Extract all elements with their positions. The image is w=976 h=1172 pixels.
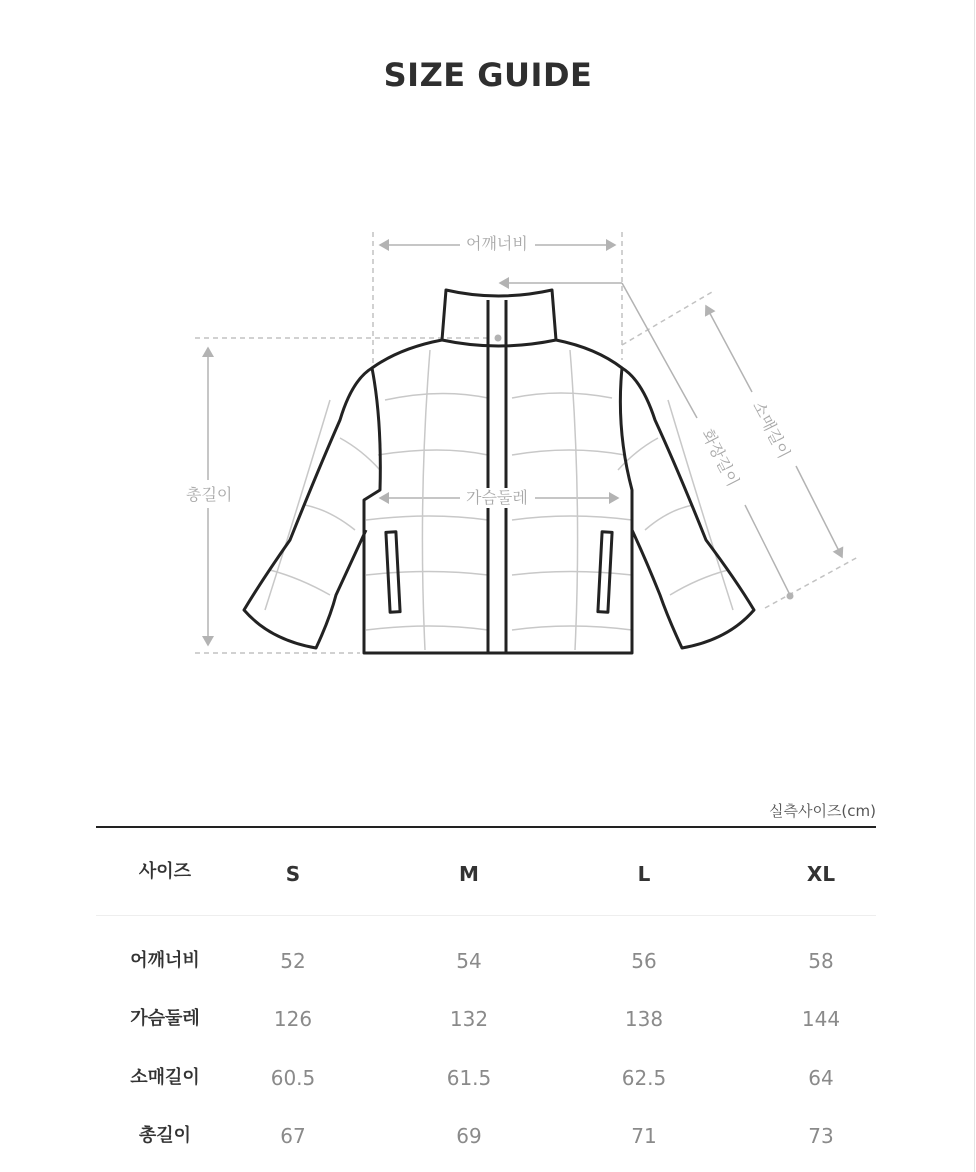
page-title: SIZE GUIDE: [383, 56, 593, 94]
value-cell: 132: [449, 1007, 489, 1031]
row-label: 가슴둘레: [130, 1008, 200, 1029]
header-size: M: [459, 862, 479, 886]
row-label: 총길이: [138, 1125, 192, 1146]
raglan-length-label: 화장길이: [695, 422, 745, 493]
value-cell: 67: [280, 1124, 306, 1148]
total-length-label: 총길이: [182, 485, 236, 505]
value-cell: 52: [280, 949, 306, 973]
value-cell: 73: [808, 1124, 834, 1148]
header-size: L: [637, 862, 651, 886]
chest-label: 가슴둘레: [462, 488, 532, 508]
row-label: 소매길이: [130, 1067, 200, 1088]
value-cell: 144: [801, 1007, 841, 1031]
header-label: 사이즈: [138, 861, 192, 882]
value-cell: 64: [808, 1066, 834, 1090]
row-label: 어깨너비: [130, 950, 200, 971]
header-size: XL: [806, 862, 836, 886]
value-cell: 69: [456, 1124, 482, 1148]
unit-note: 실측사이즈(cm): [768, 802, 876, 820]
shoulder-width-label: 어깨너비: [462, 234, 532, 254]
value-cell: 126: [273, 1007, 313, 1031]
value-cell: 60.5: [270, 1066, 316, 1090]
value-cell: 61.5: [446, 1066, 492, 1090]
value-cell: 56: [631, 949, 657, 973]
table-top-border: [96, 826, 876, 828]
sleeve-length-label: 소매길이: [746, 394, 796, 465]
value-cell: 138: [624, 1007, 664, 1031]
header-size: S: [285, 862, 301, 886]
value-cell: 62.5: [621, 1066, 667, 1090]
value-cell: 58: [808, 949, 834, 973]
value-cell: 54: [456, 949, 482, 973]
value-cell: 71: [631, 1124, 657, 1148]
header-separator: [96, 915, 876, 916]
